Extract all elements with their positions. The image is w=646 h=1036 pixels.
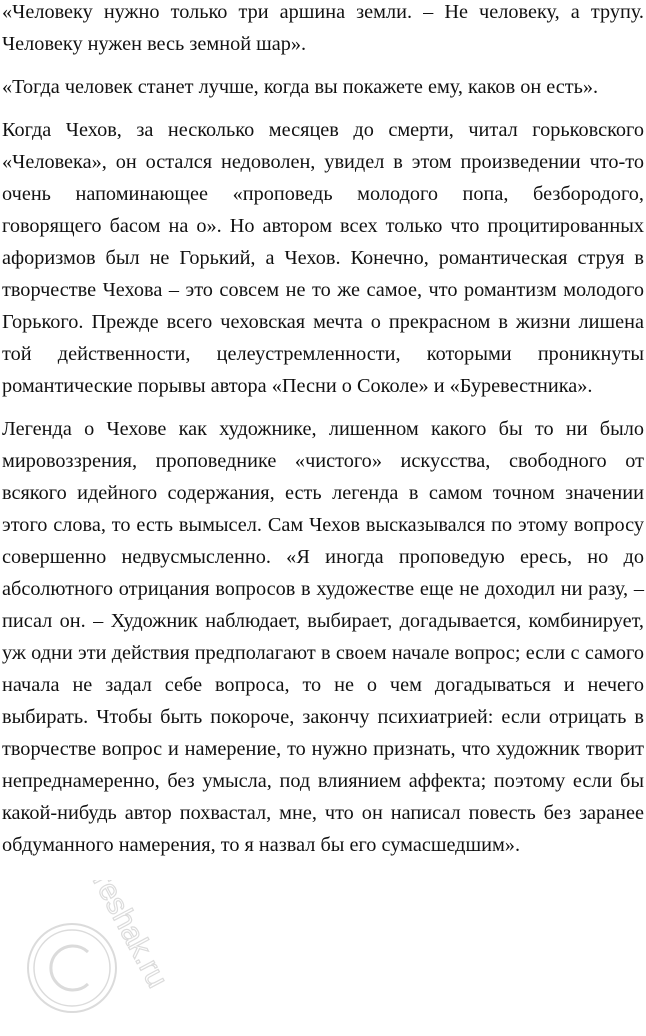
document-page: [2, 0, 644, 872]
paragraph-chekhov-legend: Легенда о Чехове как художнике, лишенном какого бы то ни было мировоззрения, проповеднике «чистого» искусства, свободного от всякого идейного содержания, есть легенда в самом точном значении этого слова, то есть вымысел. Сам Чехов высказывался по этому вопросу совершенно недвусмысленно. «Я иногда проповедую ересь, но до абсолютного отрицания вопросов в художестве еще не доходил ни разу, – писал он. – Художник наблюдает, выбирает, догадывается, комбинирует, уж одни эти действия предполагают в своем начале вопрос; если с самого начала не задал себе вопроса, то не о чем догадываться и нечего выбирать. Чтобы быть покороче, закончу психиатрией: если отрицать в творчестве вопрос и намерение, то нужно признать, что художник творит непреднамеренно, без умысла, под влиянием аффекта; поэтому если бы какой-нибудь автор похвастал, мне, что он написал повесть без заранее обдуманного намерения, то я назвал бы его сумасшедшим».: [2, 418, 644, 856]
paragraph-quote-earth: «Человеку нужно только три аршина земли. – Не человеку, а трупу. Человеку нужен весь земной шар».: [2, 1, 644, 55]
paragraph-chekhov-romanticism: Когда Чехов, за несколько месяцев до смерти, читал горьковского «Человека», он остался недоволен, увидел в этом произведении что-то очень напоминающее «проповедь молодого попа, безбородого, говорящего басом на о». Но автором всех только что процитированных афоризмов был не Горький, а Чехов. Конечно, романтическая струя в творчестве Чехова – это совсем не то же самое, что романтизм молодого Горького. Прежде всего чеховская мечта о прекрасном в жизни лишена той действенности, целеустремленности, которыми проникнуты романтические порывы автора «Песни о Соколе» и «Буревестника».: [2, 119, 644, 397]
watermark: [20, 880, 180, 1030]
copyright-icon: [20, 880, 180, 1030]
paragraph-quote-better: «Тогда человек станет лучше, когда вы покажете ему, каков он есть».: [2, 76, 599, 98]
watermark-text: reshak.ru: [86, 880, 175, 994]
